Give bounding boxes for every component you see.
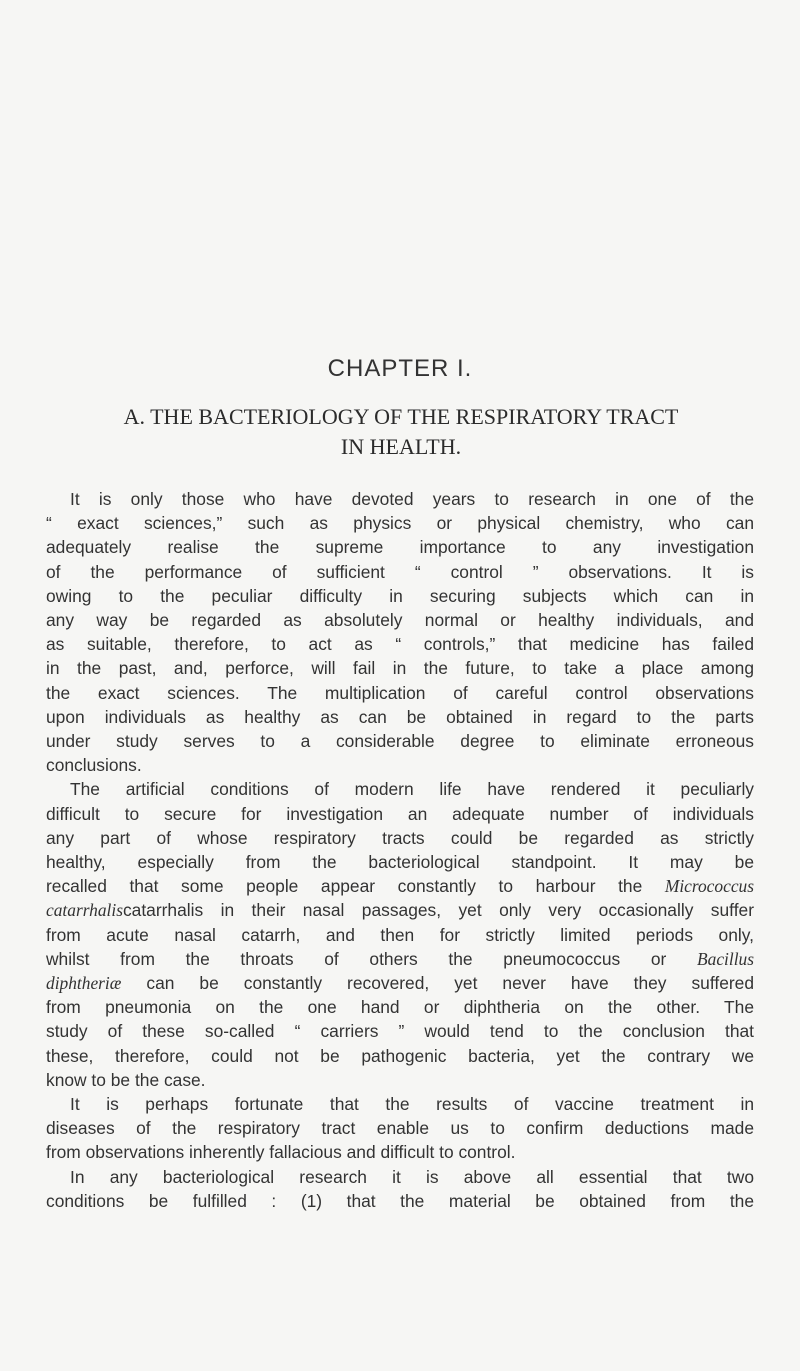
text-fragment: catarrhalis in their nasal passages, yet only very occasionally suffer (122, 900, 754, 921)
text-line: owing to the peculiar difficulty in securing subjects which can in (46, 585, 754, 606)
italic-term: diphtheriæ (46, 973, 122, 994)
text-line: upon individuals as healthy as can be obtained in regard to the parts (46, 706, 754, 727)
text-line: diseases of the respiratory tract enable us to confirm deductions made (46, 1118, 754, 1139)
text-line: from pneumonia on the one hand or diphtheria on the other. The (46, 997, 754, 1018)
text-line: any way be regarded as absolutely normal or healthy individuals, and (46, 610, 754, 631)
italic-term: Bacillus (697, 948, 754, 969)
text-line: any part of whose respiratory tracts could be regarded as strictly (46, 827, 754, 848)
section-title-line-1: A. THE BACTERIOLOGY OF THE RESPIRATORY TRACT (123, 404, 679, 429)
text-fragment: recalled that some people appear constantly to harbour the (46, 876, 665, 897)
text-line: The artificial conditions of modern life have rendered it peculiarly (70, 779, 754, 800)
text-line: from observations inherently fallacious and difficult to control. (46, 1142, 516, 1163)
text-line (46, 874, 754, 898)
text-line: conditions be fulfilled : (1) that the material be obtained from the (46, 1190, 754, 1211)
text-line: study of these so-called “ carriers ” would tend to the conclusion that (46, 1021, 754, 1042)
text-line: these, therefore, could not be pathogenic bacteria, yet the contrary we (46, 1045, 754, 1066)
text-line: conclusions. (46, 755, 142, 776)
body-text (46, 487, 754, 1213)
text-line: know to be the case. (46, 1069, 206, 1090)
text-line: from acute nasal catarrh, and then for strictly limited periods only, (46, 924, 754, 945)
text-line: healthy, especially from the bacteriological standpoint. It may be (46, 852, 754, 873)
text-line: difficult to secure for investigation an adequate number of individuals (46, 803, 754, 824)
text-fragment: whilst from the throats of others the pneumococcus or (46, 948, 697, 969)
text-fragment: can be constantly recovered, yet never have they suffered (121, 973, 754, 994)
italic-term: Micrococcus (664, 876, 754, 897)
section-title-line-2: IN HEALTH. (340, 434, 462, 459)
text-line: In any bacteriological research it is above all essential that two (70, 1166, 754, 1187)
italic-term: catarrhalis (46, 900, 123, 921)
text-line: It is only those who have devoted years to research in one of the (70, 489, 754, 509)
text-line (46, 947, 754, 971)
text-line: adequately realise the supreme importance to any investigation (46, 537, 754, 558)
text-line: under study serves to a considerable degree to eliminate erroneous (46, 731, 754, 752)
chapter-heading: CHAPTER I. (327, 355, 473, 382)
text-line: as suitable, therefore, to act as “ controls,” that medicine has failed (46, 634, 754, 655)
text-line: of the performance of sufficient “ control ” observations. It is (46, 561, 754, 582)
text-line (46, 971, 754, 995)
section-title (46, 402, 756, 462)
text-line: in the past, and, perforce, will fail in the future, to take a place among (46, 658, 754, 679)
text-line: “ exact sciences,” such as physics or physical chemistry, who can (46, 513, 754, 534)
text-line: It is perhaps fortunate that the results of vaccine treatment in (70, 1094, 754, 1115)
text-line (46, 898, 754, 922)
text-line: the exact sciences. The multiplication of careful control observations (46, 682, 754, 703)
